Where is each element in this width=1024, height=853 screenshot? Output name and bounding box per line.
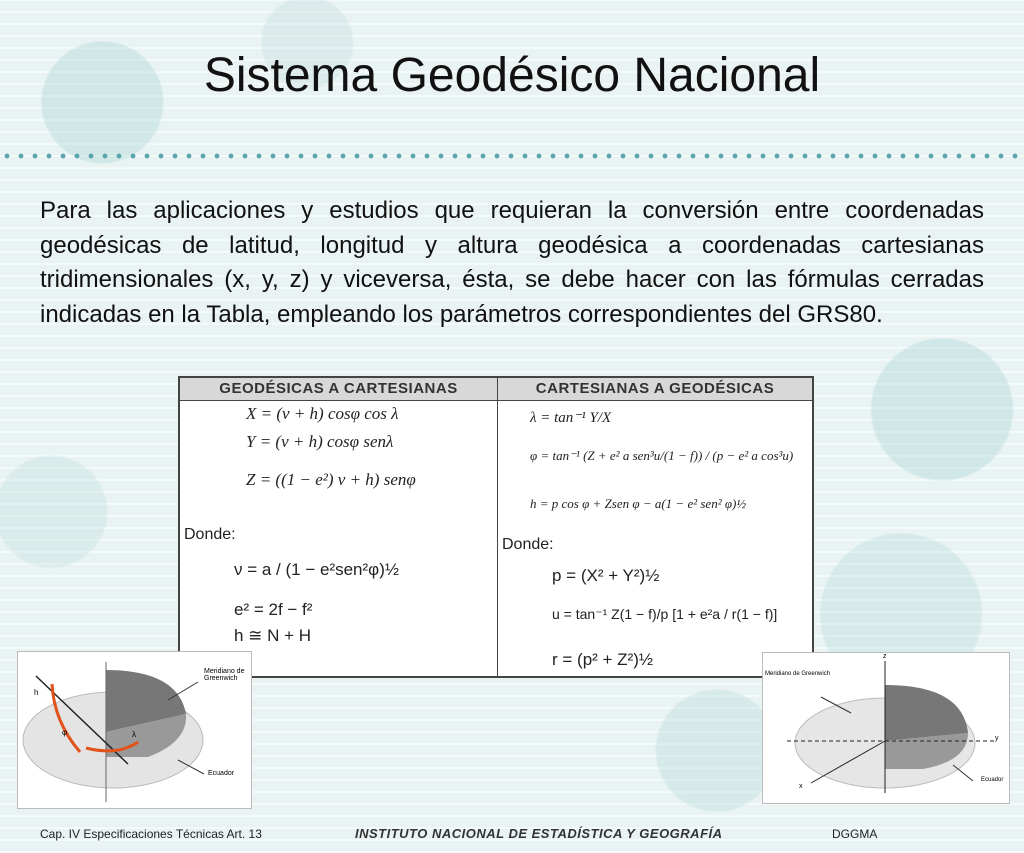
page-title: Sistema Geodésico Nacional [203, 49, 821, 102]
geodetic-diagram [17, 651, 252, 809]
phi-label: φ [62, 728, 68, 737]
equation-z: Z = ((1 − e²) ν + h) senφ [246, 470, 416, 489]
equator-label: Ecuador [981, 777, 1004, 783]
y-axis-label: y [995, 735, 999, 742]
column-divider [497, 378, 498, 676]
meridian-label: Meridiano de Greenwich [765, 671, 831, 677]
formula-table [178, 376, 814, 678]
equation-x: X = (ν + h) cosφ cos λ [246, 404, 399, 423]
footer-chapter: Cap. IV Especificaciones Técnicas Art. 13 [40, 827, 262, 841]
footer-department: DGGMA [832, 827, 878, 841]
cartesian-diagram [762, 652, 1010, 804]
equator-label: Ecuador [208, 770, 235, 777]
param-e2: e² = 2f − f² [234, 600, 313, 619]
footer-institute: INSTITUTO NACIONAL DE ESTADÍSTICA Y GEOGRAFÍA [355, 826, 723, 841]
right-donde-label: Donde: [502, 536, 554, 553]
left-donde-label: Donde: [184, 526, 236, 543]
h-label: h [34, 688, 39, 697]
param-p: p = (X² + Y²)½ [552, 566, 660, 585]
right-column-header: CARTESIANAS A GEODÉSICAS [498, 378, 812, 400]
lambda-label: λ [132, 730, 136, 739]
equation-phi: φ = tan⁻¹ (Z + e² a sen³u/(1 − f)) / (p − e² a cos³u) [530, 448, 794, 463]
dotted-divider [0, 150, 1024, 162]
equation-lambda: λ = tan⁻¹ Y/X [530, 410, 612, 426]
param-u: u = tan⁻¹ Z(1 − f)/p [1 + e²a / r(1 − f)] [552, 606, 778, 622]
z-axis-label: z [883, 653, 887, 660]
equation-y: Y = (ν + h) cosφ senλ [246, 432, 394, 451]
meridian-label: Meridiano de Greenwich [204, 668, 245, 682]
equation-h: h = p cos φ + Zsen φ − a(1 − e² sen² φ)½ [530, 496, 747, 511]
intro-paragraph: Para las aplicaciones y estudios que requieran la conversión entre coordenadas geodésicas de latitud, longitud y altura geodésica a coordenadas cartesianas tridimensionales (x, y, z) y viceversa, ésta, se debe hacer con las fórmulas cerradas indicadas en la Tabla, empleando los parámetros correspondientes del GRS80. [40, 197, 984, 328]
left-column-header: GEODÉSICAS A CARTESIANAS [180, 378, 497, 400]
param-nu: ν = a / (1 − e²sen²φ)½ [234, 560, 400, 579]
param-h: h ≅ N + H [234, 626, 312, 645]
x-axis-label: x [799, 783, 803, 790]
param-r: r = (p² + Z²)½ [552, 650, 654, 669]
header-rule [180, 400, 812, 401]
